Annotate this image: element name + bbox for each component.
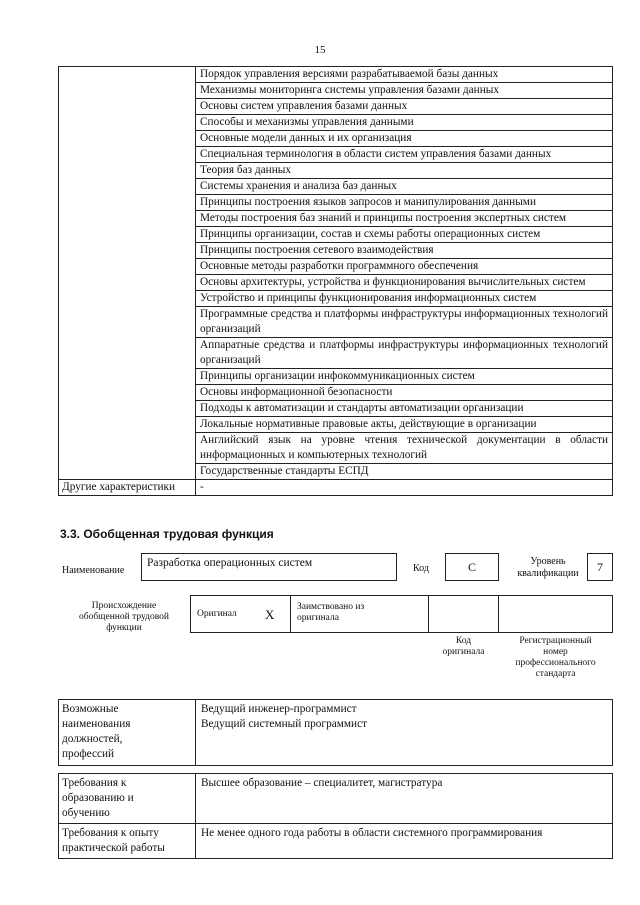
knowledge-item: Принципы построения сетевого взаимодействия <box>196 243 613 259</box>
origin-label-line-1: Происхождение <box>91 601 157 611</box>
knowledge-item: Аппаратные средства и платформы инфраструктуры информационных технологий организаций <box>196 338 613 369</box>
original-code-caption <box>428 636 499 658</box>
level-field <box>587 553 613 581</box>
experience-row <box>59 824 613 859</box>
education-row <box>59 774 613 824</box>
knowledge-item: Подходы к автоматизации и стандарты автоматизации организации <box>196 401 613 417</box>
knowledge-row <box>59 67 613 83</box>
education-label-line-2: образованию и <box>62 792 134 804</box>
knowledge-item: Принципы организации, состав и схемы работы операционных систем <box>196 227 613 243</box>
original-code-caption-line-1: Код <box>455 636 472 646</box>
reg-number-caption-line-1: Регистрационный <box>519 636 592 646</box>
experience-label-line-1: Требования к опыту <box>62 827 159 839</box>
origin-label-line-2: обобщенной трудовой <box>79 612 169 622</box>
knowledge-item: Основы систем управления базами данных <box>196 99 613 115</box>
knowledge-item: Государственные стандарты ЕСПД <box>196 464 613 480</box>
original-mark: X <box>265 607 275 622</box>
position-item: Ведущий системный программист <box>201 718 368 730</box>
code-value: C <box>467 560 476 574</box>
level-label-line-2: квалификации <box>517 568 579 579</box>
positions-label-line-4: профессий <box>62 748 115 760</box>
knowledge-item: Основы информационной безопасности <box>196 385 613 401</box>
other-characteristics-value: - <box>196 480 613 496</box>
positions-label-line-3: должностей, <box>62 733 123 745</box>
original-cell <box>190 595 291 633</box>
knowledge-item: Принципы организации инфокоммуникационных систем <box>196 369 613 385</box>
positions-label-line-1: Возможные <box>62 703 119 715</box>
code-label: Код <box>413 563 429 574</box>
origin-label-line-3: функции <box>106 623 142 633</box>
knowledge-item: Теория баз данных <box>196 163 613 179</box>
positions-label <box>59 700 196 766</box>
original-label: Оригинал <box>197 609 237 619</box>
knowledge-item: Основные модели данных и их организация <box>196 131 613 147</box>
level-value: 7 <box>597 560 603 574</box>
knowledge-table <box>58 66 613 496</box>
requirements-table <box>58 773 613 859</box>
knowledge-item: Основы архитектуры, устройства и функционирования вычислительных систем <box>196 275 613 291</box>
level-label <box>510 556 586 580</box>
original-code-caption-line-2: оригинала <box>442 647 485 657</box>
page-number: 15 <box>314 44 326 56</box>
function-name-value: Разработка операционных систем <box>147 557 313 569</box>
positions-table <box>58 699 613 766</box>
level-label-line-1: Уровень <box>530 556 566 567</box>
experience-label <box>59 824 196 859</box>
knowledge-item: Локальные нормативные правовые акты, действующие в организации <box>196 417 613 433</box>
reg-number-cell <box>498 595 613 633</box>
education-value: Высшее образование – специалитет, магистратура <box>196 774 613 824</box>
education-label-line-3: обучению <box>62 807 110 819</box>
knowledge-item: Устройство и принципы функционирования информационных систем <box>196 291 613 307</box>
reg-number-caption-line-2: номер <box>543 647 568 657</box>
knowledge-label-cell <box>59 67 196 480</box>
reg-number-caption-line-4: стандарта <box>535 669 576 679</box>
function-name-field <box>141 553 397 581</box>
knowledge-item: Порядок управления версиями разрабатываемой базы данных <box>196 67 613 83</box>
name-label: Наименование <box>62 565 125 576</box>
other-characteristics-label: Другие характеристики <box>59 480 196 496</box>
positions-row <box>59 700 613 766</box>
knowledge-item: Принципы построения языков запросов и манипулирования данными <box>196 195 613 211</box>
knowledge-item: Основные методы разработки программного обеспечения <box>196 259 613 275</box>
borrowed-cell <box>290 595 429 633</box>
knowledge-item: Механизмы мониторинга системы управления базами данных <box>196 83 613 99</box>
knowledge-item: Системы хранения и анализа баз данных <box>196 179 613 195</box>
knowledge-item: Программные средства и платформы инфраструктуры информационных технологий организаций <box>196 307 613 338</box>
other-characteristics-row <box>59 480 613 496</box>
borrowed-label-line-1: Заимствовано из <box>297 602 365 612</box>
reg-number-caption <box>498 636 613 680</box>
knowledge-item: Методы построения баз знаний и принципы построения экспертных систем <box>196 211 613 227</box>
position-item: Ведущий инженер-программист <box>201 703 357 715</box>
code-field <box>445 553 499 581</box>
education-label-line-1: Требования к <box>62 777 127 789</box>
knowledge-table-body <box>59 67 613 496</box>
positions-value <box>196 700 613 766</box>
origin-label <box>62 601 186 634</box>
experience-value: Не менее одного года работы в области системного программирования <box>196 824 613 859</box>
original-code-cell <box>428 595 499 633</box>
borrowed-label-line-2: оригинала <box>297 613 339 623</box>
knowledge-item: Способы и механизмы управления данными <box>196 115 613 131</box>
education-label <box>59 774 196 824</box>
positions-label-line-2: наименования <box>62 718 131 730</box>
knowledge-item: Английский язык на уровне чтения технической документации в области информационных и компьютерных технологий <box>196 433 613 464</box>
section-title: 3.3. Обобщенная трудовая функция <box>60 527 274 541</box>
reg-number-caption-line-3: профессионального <box>515 658 596 668</box>
experience-label-line-2: практической работы <box>62 842 165 854</box>
knowledge-item: Специальная терминология в области систем управления базами данных <box>196 147 613 163</box>
